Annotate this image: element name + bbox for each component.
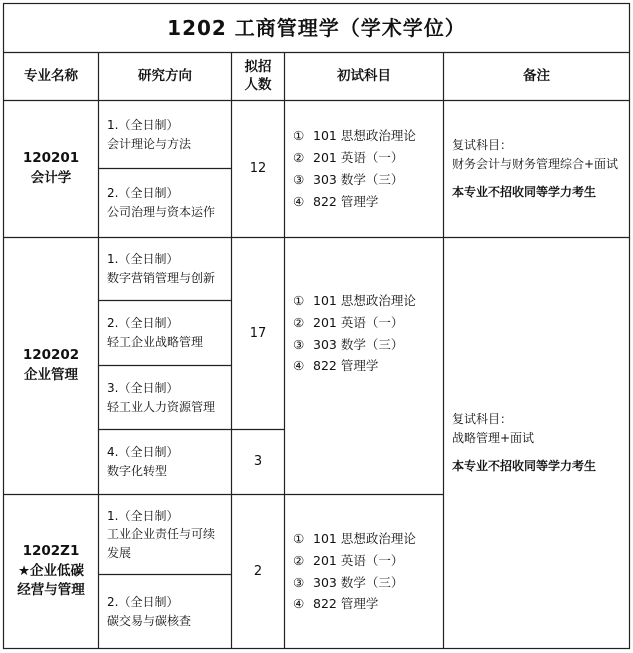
direction-cell — [99, 430, 231, 494]
direction-mode: 2.（全日制） — [107, 186, 179, 201]
header-remark: 备注 — [523, 68, 550, 85]
remark-cell — [444, 238, 629, 648]
direction-name: 数字营销管理与创新 — [107, 271, 216, 285]
direction-mode: 1.（全日制） — [107, 508, 179, 523]
subject-item — [293, 572, 443, 594]
subject-text: 101 思想政治理论 — [313, 128, 416, 144]
subject-text: 303 数学（三） — [313, 172, 404, 187]
subject-text: 101 思想政治理论 — [313, 292, 416, 308]
quota-value: 3 — [253, 454, 263, 470]
direction-mode: 1.（全日制） — [107, 252, 179, 267]
quota-value: 2 — [253, 563, 263, 579]
header-major: 专业名称 — [24, 68, 78, 85]
major-name-line2: 经营与管理 — [17, 582, 85, 599]
direction-cell — [99, 575, 231, 648]
quota-value: 17 — [249, 325, 267, 341]
remark-retest: 财务会计与财务管理综合+面试 — [452, 156, 619, 171]
subject-text: 201 英语（一） — [313, 314, 404, 330]
subject-item — [293, 355, 443, 377]
remark-cell — [444, 101, 629, 237]
subject-index: ① — [293, 530, 305, 546]
subject-text: 822 管理学 — [313, 358, 379, 374]
subject-index: ④ — [293, 596, 305, 612]
direction-name: 工业企业责任与可续 — [107, 527, 216, 542]
direction-cell — [99, 495, 231, 574]
direction-mode: 1.（全日制） — [107, 117, 179, 132]
direction-cell — [99, 301, 231, 365]
major-cell-1202Z1 — [4, 495, 98, 648]
direction-name: 会计理论与方法 — [107, 136, 192, 151]
subject-text: 303 数学（三） — [313, 336, 404, 352]
subject-index: ① — [293, 292, 305, 308]
remark-label: 复试科目： — [452, 138, 513, 153]
direction-name: 公司治理与资本运作 — [107, 205, 216, 219]
direction-name: 轻工业人力资源管理 — [107, 399, 216, 414]
major-cell-120202 — [4, 238, 98, 494]
subject-item — [293, 125, 443, 147]
subject-item — [293, 528, 443, 550]
major-cell-120201 — [4, 101, 98, 237]
direction-cell — [99, 101, 231, 168]
page-title: 1202 工商管理学（学术学位） — [167, 16, 466, 40]
major-name-line1: ★企业低碳 — [17, 562, 85, 579]
direction-name: 碳交易与碳核查 — [107, 613, 192, 628]
subject-item — [293, 334, 443, 356]
header-exam: 初试科目 — [337, 68, 391, 85]
subject-text: 303 数学（三） — [313, 574, 404, 590]
direction-cell — [99, 238, 231, 300]
subject-item — [293, 550, 443, 572]
direction-mode: 2.（全日制） — [107, 316, 179, 331]
subject-item — [293, 593, 443, 615]
direction-cell — [99, 169, 231, 237]
subject-index: ② — [293, 314, 305, 330]
direction-name: 数字化转型 — [107, 464, 168, 478]
remark-retest: 战略管理+面试 — [452, 430, 535, 445]
subject-text: 201 英语（一） — [313, 150, 404, 166]
subject-item — [293, 290, 443, 312]
direction-cell — [99, 366, 231, 429]
header-direction: 研究方向 — [138, 68, 192, 85]
subject-index: ③ — [293, 172, 305, 187]
exam-subjects — [285, 101, 443, 237]
remark-restriction: 本专业不招收同等学力考生 — [452, 185, 597, 200]
subject-text: 101 思想政治理论 — [313, 530, 416, 546]
subject-item — [293, 169, 443, 191]
subject-index: ③ — [293, 336, 305, 352]
header-quota-line1: 拟招 — [244, 58, 272, 75]
header-quota — [232, 53, 284, 100]
direction-name: 轻工企业战略管理 — [107, 335, 204, 349]
subject-index: ③ — [293, 574, 305, 590]
subject-item — [293, 312, 443, 334]
major-code: 1202Z1 — [22, 543, 80, 560]
direction-mode: 3.（全日制） — [107, 380, 179, 395]
quota-value: 12 — [249, 161, 267, 177]
major-code: 120202 — [22, 347, 80, 364]
major-name: 会计学 — [30, 170, 72, 186]
exam-subjects — [285, 238, 443, 429]
subject-item — [293, 191, 443, 213]
subject-index: ④ — [293, 193, 305, 209]
subject-text: 822 管理学 — [313, 596, 379, 612]
subject-index: ② — [293, 150, 305, 166]
major-name: 企业管理 — [24, 367, 78, 383]
exam-subjects — [285, 495, 443, 648]
major-code: 120201 — [22, 150, 80, 167]
direction-mode: 4.（全日制） — [107, 445, 179, 460]
direction-name-cont: 发展 — [107, 545, 132, 560]
header-quota-line2: 人数 — [244, 76, 272, 93]
subject-text: 201 英语（一） — [313, 552, 404, 568]
subject-item — [293, 147, 443, 169]
remark-restriction: 本专业不招收同等学力考生 — [452, 459, 597, 474]
subject-index: ① — [293, 128, 305, 144]
subject-index: ④ — [293, 358, 305, 374]
subject-index: ② — [293, 552, 305, 568]
subject-text: 822 管理学 — [313, 193, 379, 209]
direction-mode: 2.（全日制） — [107, 594, 179, 609]
remark-label: 复试科目： — [452, 412, 513, 427]
